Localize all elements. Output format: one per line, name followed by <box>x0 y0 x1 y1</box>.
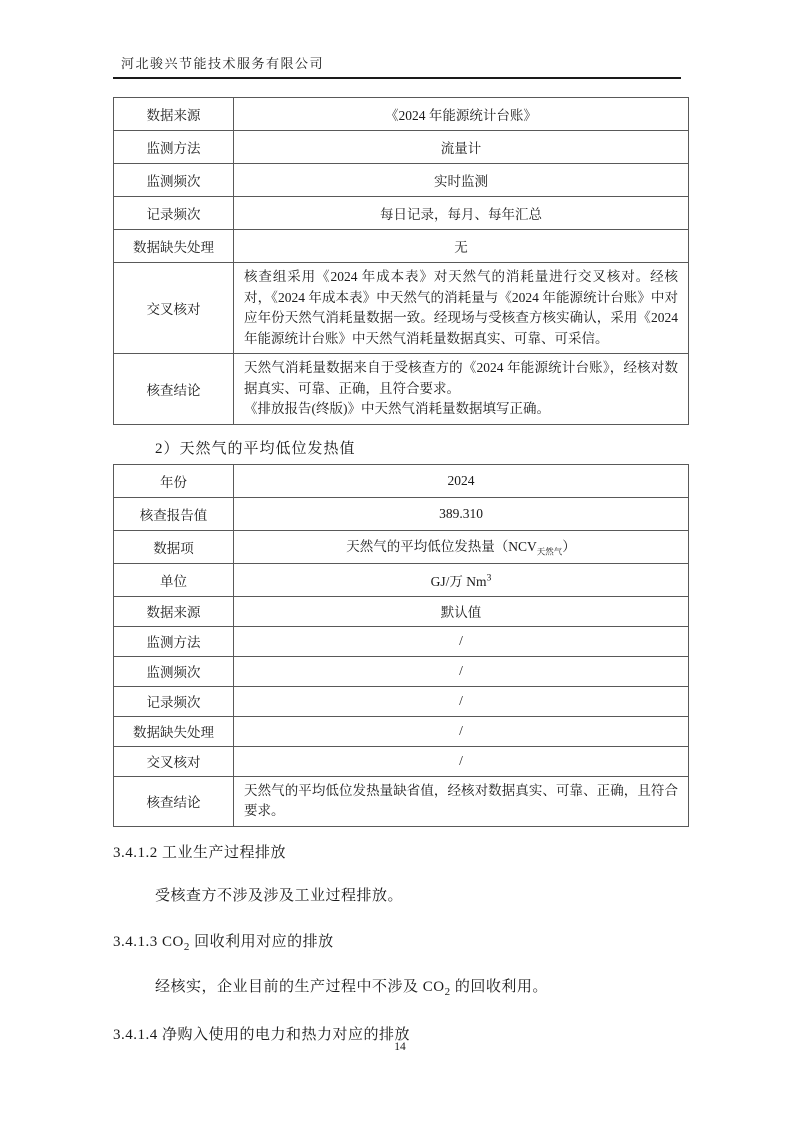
row-label: 监测方法 <box>114 626 234 656</box>
table-row <box>114 197 689 230</box>
row-value: / <box>234 746 689 776</box>
table-row <box>114 686 689 716</box>
row-label: 记录频次 <box>114 197 234 230</box>
row-label: 核查结论 <box>114 354 234 425</box>
section-heading-3414: 3.4.1.4 净购入使用的电力和热力对应的排放 <box>113 1026 411 1043</box>
row-value: 《2024 年能源统计台账》 <box>234 98 689 131</box>
row-value <box>234 354 689 425</box>
body-text: 经核实，企业目前的生产过程中不涉及 CO <box>155 978 445 995</box>
row-label: 核查结论 <box>114 776 234 826</box>
row-label: 数据缺失处理 <box>114 230 234 263</box>
row-label: 数据缺失处理 <box>114 716 234 746</box>
row-value: / <box>234 626 689 656</box>
natural-gas-consumption-table <box>113 97 689 425</box>
row-value: 实时监测 <box>234 164 689 197</box>
row-value: 每日记录，每月、每年汇总 <box>234 197 689 230</box>
row-label: 数据来源 <box>114 596 234 626</box>
subsection-heading: 2）天然气的平均低位发热值 <box>155 440 356 457</box>
conclusion-line: 天然气消耗量数据来自于受核查方的《2024 年能源统计台账》，经核对数据真实、可靠、正确，且符合要求。 <box>244 360 678 396</box>
unit-superscript: 3 <box>486 573 492 583</box>
row-label: 交叉核对 <box>114 263 234 354</box>
row-value: / <box>234 686 689 716</box>
table-row <box>114 776 689 826</box>
body-text: 的回收利用。 <box>450 978 548 995</box>
document-header <box>113 53 681 79</box>
row-value: 天然气的平均低位发热量缺省值，经核对数据真实、可靠、正确，且符合要求。 <box>234 776 689 826</box>
table-row <box>114 131 689 164</box>
table-row <box>114 98 689 131</box>
table-row <box>114 656 689 686</box>
data-item-subscript: 天然气 <box>536 546 563 557</box>
row-value: 2024 <box>234 464 689 497</box>
row-value <box>234 563 689 596</box>
row-label: 交叉核对 <box>114 746 234 776</box>
row-value: 389.310 <box>234 497 689 530</box>
table-row <box>114 563 689 596</box>
row-label: 核查报告值 <box>114 497 234 530</box>
heading-text: 3.4.1.3 CO <box>113 933 184 950</box>
row-label: 监测方法 <box>114 131 234 164</box>
company-name: 河北骏兴节能技术服务有限公司 <box>121 56 325 71</box>
row-label: 数据项 <box>114 530 234 563</box>
row-value: 默认值 <box>234 596 689 626</box>
table-row <box>114 263 689 354</box>
natural-gas-ncv-table <box>113 464 689 827</box>
row-value: / <box>234 656 689 686</box>
table-row <box>114 626 689 656</box>
table-row <box>114 230 689 263</box>
table-row <box>114 164 689 197</box>
table-row <box>114 354 689 425</box>
row-label: 数据来源 <box>114 98 234 131</box>
row-value: / <box>234 716 689 746</box>
unit-text: GJ/万 Nm <box>430 573 487 589</box>
heading-text: 回收利用对应的排放 <box>189 933 334 950</box>
row-value <box>234 530 689 563</box>
row-value: 核查组采用《2024 年成本表》对天然气的消耗量进行交叉核对。经核对，《2024 年成本表》中天然气的消耗量与《2024 年能源统计台账》中对应年份天然气消耗量数据一致。经现场与受核查方核实确认，采用《2024 年能源统计台账》中天然气消耗量数据真实、可靠、可采信。 <box>234 263 689 354</box>
page-content <box>113 0 689 1044</box>
row-value: 无 <box>234 230 689 263</box>
row-label: 记录频次 <box>114 686 234 716</box>
row-label: 监测频次 <box>114 164 234 197</box>
co2-subscript: 2 <box>444 985 451 998</box>
page-number: 14 <box>394 1041 406 1053</box>
row-label: 单位 <box>114 563 234 596</box>
table-row <box>114 716 689 746</box>
section-heading-3413 <box>113 930 689 953</box>
co2-subscript: 2 <box>183 940 190 953</box>
section-heading-3412: 3.4.1.2 工业生产过程排放 <box>113 844 287 861</box>
table-row <box>114 497 689 530</box>
table-row <box>114 530 689 563</box>
section-body-3413 <box>155 975 689 998</box>
row-label: 年份 <box>114 464 234 497</box>
row-label: 监测频次 <box>114 656 234 686</box>
section-body-3412: 受核查方不涉及涉及工业过程排放。 <box>155 887 404 904</box>
conclusion-line: 《排放报告(终版)》中天然气消耗量数据填写正确。 <box>244 401 550 416</box>
table-row <box>114 464 689 497</box>
table-row <box>114 746 689 776</box>
data-item-text: 天然气的平均低位发热量（NCV <box>346 539 537 555</box>
table-row <box>114 596 689 626</box>
row-value: 流量计 <box>234 131 689 164</box>
data-item-text: ） <box>562 539 576 555</box>
